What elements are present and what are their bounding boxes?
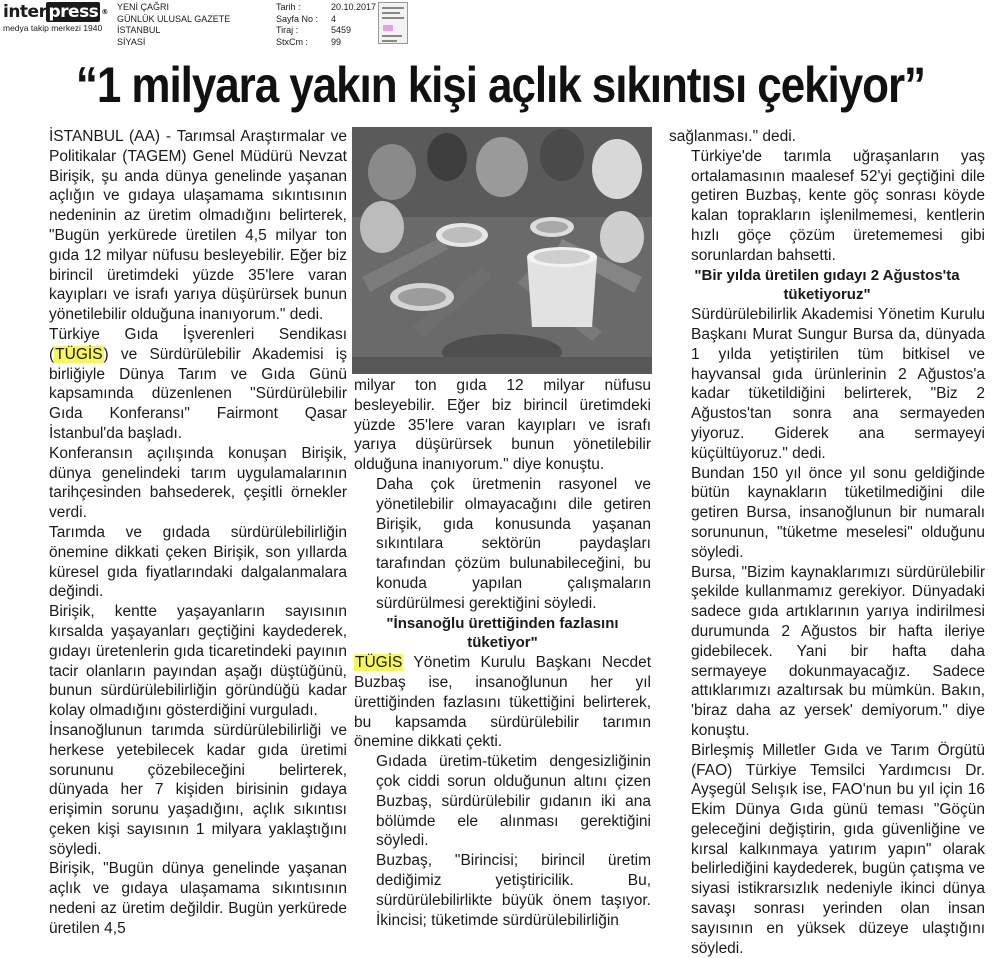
- article-headline: [0, 54, 1000, 116]
- publication-city: İSTANBUL: [117, 25, 161, 35]
- paragraph: milyar ton gıda 12 milyar nüfusu besleyebilir. Eğer biz birincil üretimdeki yüzde 35'lere varan kayıpları ve israfı yarıya düşürürsek bunun yönetilebilir olduğuna inanıyorum." diye konuştu.: [354, 377, 651, 474]
- publication-name: YENİ ÇAĞRI: [117, 2, 170, 12]
- paragraph: İSTANBUL (AA) - Tarımsal Araştırmalar ve Politikalar (TAGEM) Genel Müdürü Nevzat Birişik, şu anda dünya genelinde yaşanan açlığın ve gıdaya ulaşamama sıkıntısının nedeninin az üretim olmadığını belirterek, "Bugün yerkürede üretilen 4,5 milyar ton gıda 12 milyar nüfusu besleyebilir. Eğer biz birincil üretimdeki yüzde 35'lere varan kayıpları ve israfı yarıya düşürürsek bunun yönetilebilir olduğuna inanıyorum." dedi.: [49, 128, 347, 324]
- interpress-logo: [3, 3, 111, 35]
- tugis-highlight: TÜGİS: [355, 654, 403, 672]
- clipping-header: [0, 0, 1000, 50]
- article-column-1: [27, 127, 347, 939]
- paragraph: Bursa, "Bizim kaynaklarımızı sürdürülebilir şekilde kullanmamız gerekiyor. Dünyadaki sadece gıda artıklarının yarıya indirilmesi durumunda 2 Ağustos bir hafta ileriye gidebilecek. Yani bir hafta daha sermayeye dokunmayacağız. Sadece attıklarımızı azaltırsak bu mümkün. Bakın, 'biraz daha az yersek' demiyorum." diye konuştu.: [691, 563, 985, 739]
- paragraph: sağlanması." dedi.: [669, 128, 796, 145]
- logo-registered: ®: [101, 8, 108, 16]
- publication-info: [117, 2, 230, 48]
- meta-date: Tarih : 20.10.2017: [276, 2, 377, 12]
- meta-stxcm: StxCm : 99: [276, 36, 342, 47]
- paragraph: Buzbaş, "Birincisi; birincil üretim dediğimiz yetiştiricilik. Bu, sürdürülebilirlikte büyük önem taşıyor. İkincisi; tüketimde sürdürülebilirliğin: [376, 852, 651, 929]
- meta-circulation: Tiraj : 5459: [276, 25, 352, 35]
- paragraph: İnsanoğlunun tarımda sürdürülebilirliği ve herkese yetebilecek kadar gıda üretimi sorununu çözebileceğini belirterek, dünyada her 7 kişiden birisinin gıdaya erişimin sorunu yaşadığını, açlık sıkıntısı çeken kişi sayısının 1 milyara yaklaştığını söyledi.: [49, 721, 347, 858]
- publication-type: GÜNLÜK ULUSAL GAZETE: [117, 13, 231, 24]
- page-thumbnail: [378, 2, 408, 44]
- paragraph: Sürdürülebilirlik Akademisi Yönetim Kurulu Başkanı Murat Sungur Bursa da, dünyada 1 yılda yetiştirilen tüm bitkisel ve hayvansal gıda ürünlerinin 2 Ağustos'a kadar tüketildiğini belirterek, "Biz 2 Ağustos'tan sonra ana sermayeden yiyoruz. Giderek ana sermayeyi küçültüyoruz." dedi.: [691, 306, 985, 462]
- paragraph: Gıdada üretim-tüketim dengesizliğinin çok ciddi sorun olduğunun altını çizen Buzbaş, sürdürülebilir gıdanın iki ana bölümde ele alınması gerektiğini söyledi.: [376, 753, 651, 850]
- paragraph: Daha çok üretmenin rasyonel ve yönetilebilir olmayacağını dile getiren Birişik, gıda konusunda yaşanan sıkıntılara sektörün paydaşları tarafından çözüm bulunabileceğini, bu konuda yapılan çalışmaların sürdürülmesi gerektiğini söyledi.: [376, 475, 651, 612]
- paragraph: TÜGİS Yönetim Kurulu Başkanı Necdet Buzbaş ise, insanoğlunun her yıl ürettiğinden fazlasını tükettiğini belirterek, bu kapsamda sürdürülebilir tarımın önemine dikkati çekti.: [354, 654, 651, 751]
- paragraph: Tarımda ve gıdada sürdürülebilirliğin önemine dikkati çeken Birişik, son yıllarda küresel gıda fiyatlarındaki dalgalanmalara değindi.: [49, 523, 347, 601]
- article-column-2: [354, 376, 651, 930]
- paragraph: Konferansın açılışında konuşan Birişik, dünya genelindeki tarım uygulamalarının tarihçesinden bahsederek, çeşitli örnekler verdi.: [49, 444, 347, 522]
- paragraph: Birişik, "Bugün dünya genelinde yaşanan açlık ve gıdaya ulaşamama sıkıntısının nedeni az üretim değildir. Bugün yerkürede üretilen 4,5: [49, 860, 347, 937]
- article-column-3: [669, 127, 985, 958]
- logo-inter: inter: [3, 2, 47, 22]
- publication-category: SİYASİ: [117, 36, 146, 47]
- paragraph: Türkiye'de tarımla uğraşanların yaş ortalamasının maalesef 52'yi geçtiğini dile getiren Buzbaş, kente göç sonrası köyde kalan toprakların işlenilmemesi, kentlerin hızlı göçe çözüm üretememesi gibi sorunlardan bahsetti.: [691, 147, 985, 264]
- paragraph: Birişik, kentte yaşayanların sayısının kırsalda yaşayanları geçtiğini kaydederek, gıdayı üretenlerin gıda ticaretindeki payının tacir olanların payından aşağı düştüğünü, bunun sürdürülebilirliğin göründüğü kadar kolay olmadığını gösterdiğini vurguladı.: [49, 603, 347, 720]
- crowd-reaching-with-bowls-photo: [352, 127, 652, 374]
- headline-text: “1 milyara yakın kişi açlık sıkıntısı çekiyor”: [75, 57, 925, 113]
- logo-tagline: medya takip merkezi 1940: [3, 23, 103, 33]
- paragraph: Bundan 150 yıl önce yıl sonu geldiğinde bütün kaynakların tüketilmediğini dile getiren Bursa, insanoğlunun bir numaralı sorununun, "tüketme meselesi" olduğunu söyledi.: [691, 464, 985, 561]
- logo-press: press: [48, 2, 99, 22]
- subheading: "Bir yılda üretilen gıdayı 2 Ağustos'ta tüketiyoruz": [694, 266, 960, 304]
- meta-page: Sayfa No : 4: [276, 13, 337, 24]
- paragraph: Türkiye Gıda İşverenleri Sendikası (TÜGİS) ve Sürdürülebilir Akademisi iş birliğiyle Dünya Tarım ve Gıda Günü kapsamında düzenlenen "Sürdürülebilir Gıda Konferansı" Fairmont Qasar İstanbul'da başladı.: [49, 325, 347, 442]
- tugis-highlight: TÜGİS: [55, 345, 103, 363]
- subheading: "İnsanoğlu ürettiğinden fazlasını tüketiyor": [386, 614, 619, 652]
- paragraph: Birleşmiş Milletler Gıda ve Tarım Örgütü (FAO) Türkiye Temsilci Yardımcısı Dr. Ayşegül Selışık ise, FAO'nun bu yıl için 16 Ekim Dünya Gıda günü teması "Göçün geleceğini değiştirin, gıda güvenliğine ve kırsal kalkınmaya yatırım yapın" olarak belirlediğini kaydederek, bugün çatışma ve siyasi istikrarsızlık nedeniyle ikinci dünya savaşı sonrası yerinden olan insan sayısının en yüksek düzeye ulaştığını söyledi.: [691, 741, 985, 957]
